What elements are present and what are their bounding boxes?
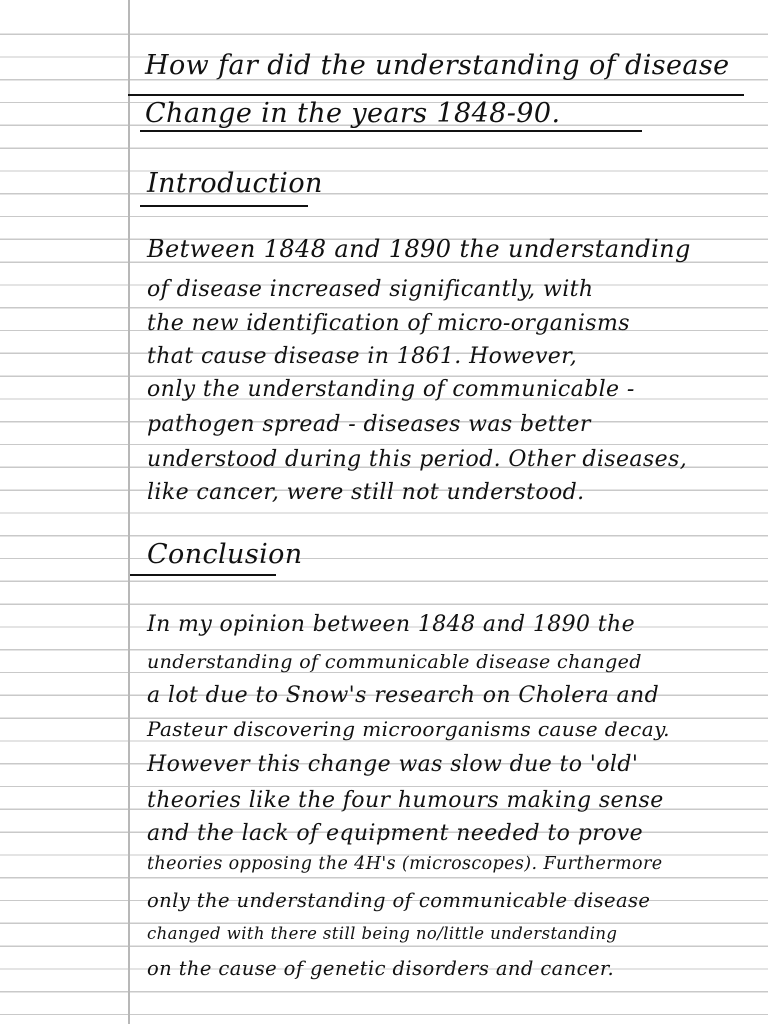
conclusion-line: However this change was slow due to 'old' (147, 752, 639, 777)
introduction-line: of disease increased significantly, with (147, 277, 594, 302)
page-margin-line (128, 0, 130, 1024)
conclusion-line: changed with there still being no/little understanding (147, 924, 618, 943)
introduction-line: pathogen spread - diseases was better (147, 412, 591, 437)
introduction-line: Between 1848 and 1890 the understanding (147, 235, 691, 263)
conclusion-line: Pasteur discovering microorganisms cause decay. (147, 717, 670, 741)
conclusion-line: theories like the four humours making sense (147, 788, 664, 813)
conclusion-line: theories opposing the 4H's (microscopes). Furthermore (147, 854, 663, 874)
introduction-heading: Introduction (147, 168, 323, 199)
conclusion-line: on the cause of genetic disorders and cancer. (147, 957, 615, 980)
essay-title-line-2: Change in the years 1848-90. (145, 98, 561, 129)
essay-title-line-1: How far did the understanding of disease (145, 50, 730, 81)
conclusion-line: In my opinion between 1848 and 1890 the (147, 612, 636, 637)
conclusion-line: only the understanding of communicable disease (147, 889, 651, 912)
conclusion-heading: Conclusion (147, 539, 303, 570)
introduction-line: only the understanding of communicable - (147, 377, 635, 402)
introduction-line: understood during this period. Other diseases, (147, 447, 688, 472)
title-underline-1 (128, 94, 744, 96)
introduction-line: that cause disease in 1861. However, (147, 344, 578, 369)
introduction-line: like cancer, were still not understood. (147, 480, 585, 505)
title-underline-2 (140, 130, 642, 132)
conclusion-line: and the lack of equipment needed to prove (147, 821, 643, 846)
conclusion-underline (130, 574, 276, 576)
conclusion-line: a lot due to Snow's research on Cholera and (147, 683, 660, 708)
conclusion-line: understanding of communicable disease changed (147, 651, 642, 673)
introduction-line: the new identification of micro-organisms (147, 311, 630, 336)
introduction-underline (140, 205, 308, 207)
